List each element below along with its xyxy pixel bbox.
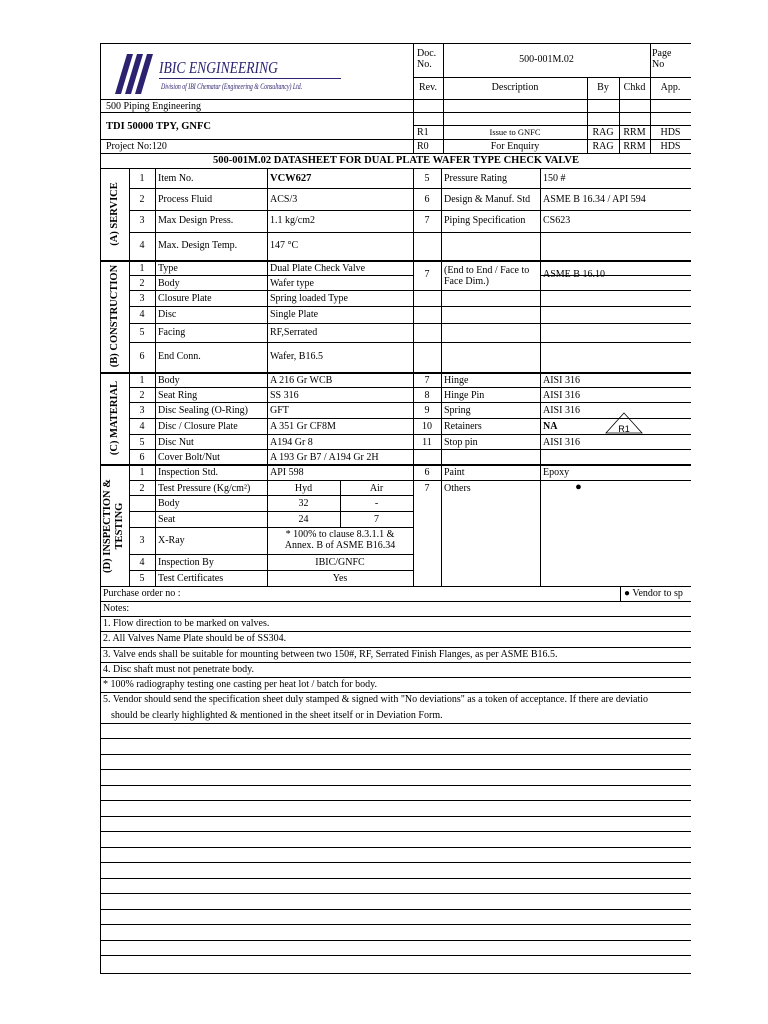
row-number: 7	[424, 215, 430, 226]
row-number: 8	[424, 390, 430, 401]
rev-app: HDS	[660, 127, 681, 138]
row-number: 3	[139, 293, 145, 304]
row-number: 1	[139, 263, 145, 274]
rev-chkd: RRM	[623, 127, 646, 138]
section-material-label: (C) MATERIAL	[109, 380, 120, 456]
row-number: 6	[139, 452, 145, 463]
row-label: (End to End / Face to	[444, 265, 530, 276]
row-value: A 193 Gr B7 / A194 Gr 2H	[270, 452, 379, 463]
rev-description: Issue to GNFC	[489, 127, 541, 137]
row-number: 4	[139, 421, 145, 432]
section-construction-label: (B) CONSTRUCTION	[109, 264, 120, 368]
xray-value: Annex. B of ASME B16.34	[284, 540, 396, 551]
row-value: 150 #	[543, 173, 566, 184]
row-value: AISI 316	[543, 437, 580, 448]
row-label: Test Certificates	[158, 573, 224, 584]
row-label: Inspection Std.	[158, 467, 218, 478]
row-number: 3	[139, 535, 145, 546]
company-logo	[109, 52, 349, 94]
row-number: 1	[139, 173, 145, 184]
rev-chkd: RRM	[623, 141, 646, 152]
row-value: AISI 316	[543, 375, 580, 386]
row-number: 7	[424, 483, 430, 494]
row-number: 2	[139, 194, 145, 205]
row-number: 1	[139, 375, 145, 386]
sheet-title: 500-001M.02 DATASHEET FOR DUAL PLATE WAFER TYPE CHECK VALVE	[213, 155, 579, 166]
rev-description: For Enquiry	[490, 141, 540, 152]
row-label: Body	[158, 375, 180, 386]
row-value: A 351 Gr CF8M	[270, 421, 336, 432]
chkd-label: Chkd	[623, 82, 646, 93]
item-no-value: VCW627	[270, 173, 312, 184]
row-label: Type	[158, 263, 178, 274]
row-number: 4	[139, 309, 145, 320]
row-number: 1	[139, 467, 145, 478]
hyd-value: 32	[298, 498, 309, 509]
row-label: Disc	[158, 309, 177, 320]
row-number: 4	[139, 240, 145, 251]
row-value: Single Plate	[270, 309, 319, 320]
row-label: End Conn.	[158, 351, 201, 362]
row-number: 5	[139, 573, 145, 584]
row-label: Face Dim.)	[444, 276, 489, 287]
row-value: A 216 Gr WCB	[270, 375, 333, 386]
by-label: By	[597, 82, 609, 93]
revision-marker: R1	[618, 424, 630, 434]
note-item: 5. Vendor should send the specification sheet duly stamped & signed with "No deviations" as a token of acceptance. If there are deviatio	[103, 694, 649, 705]
row-value: NA	[543, 421, 558, 432]
row-label: Body	[158, 498, 180, 509]
row-label: Max. Design Temp.	[158, 240, 238, 251]
section-inspection-line2: TESTING	[114, 502, 125, 550]
row-number: 7	[424, 375, 430, 386]
row-label: Disc Nut	[158, 437, 194, 448]
row-label: Paint	[444, 467, 465, 478]
note-item: * 100% radiography testing one casting per heat lot / batch for body.	[103, 679, 377, 690]
row-number: 3	[139, 215, 145, 226]
row-number: 5	[139, 327, 145, 338]
row-number: 7	[424, 269, 430, 280]
row-value: API 598	[270, 467, 304, 478]
row-value: SS 316	[270, 390, 299, 401]
row-value: 1.1 kg/cm2	[270, 215, 315, 226]
note-item: 2. All Valves Name Plate should be of SS304.	[103, 633, 287, 644]
rev-by: RAG	[592, 127, 614, 138]
note-item: 3. Valve ends shall be suitable for mounting between two 150#, RF, Serrated Finish Flanges, as per ASME B16.5.	[103, 649, 558, 660]
note-item: 4. Disc shaft must not penetrate body.	[103, 664, 254, 675]
row-label: Inspection By	[158, 557, 214, 568]
row-label: Disc Sealing (O-Ring)	[158, 405, 248, 416]
row-label: Hinge Pin	[444, 390, 485, 401]
department: 500 Piping Engineering	[106, 101, 201, 112]
row-number: 5	[139, 437, 145, 448]
notes-label: Notes:	[103, 603, 130, 614]
row-value: RF,Serrated	[270, 327, 318, 338]
doc-no-label: Doc. No.	[417, 48, 437, 70]
purchase-order-label: Purchase order no :	[103, 588, 181, 599]
air-value: -	[374, 498, 379, 509]
row-label: Design & Manuf. Std	[444, 194, 531, 205]
description-label: Description	[491, 82, 539, 93]
row-label: Closure Plate	[158, 293, 212, 304]
row-label: Facing	[158, 327, 186, 338]
row-value: IBIC/GNFC	[315, 557, 365, 568]
row-number: 2	[139, 278, 145, 289]
rev-app: HDS	[660, 141, 681, 152]
row-label: Pressure Rating	[444, 173, 508, 184]
row-value: 147 °C	[270, 240, 299, 251]
row-label: X-Ray	[158, 535, 185, 546]
section-inspection-label	[102, 476, 128, 576]
row-label: Others	[444, 483, 471, 494]
row-label: Stop pin	[444, 437, 478, 448]
row-value: Dual Plate Check Valve	[270, 263, 366, 274]
rev-label: Rev.	[419, 82, 437, 93]
row-value: Yes	[332, 573, 348, 584]
xray-value: * 100% to clause 8.3.1.1 &	[285, 529, 395, 540]
project-title: TDI 50000 TPY, GNFC	[106, 121, 212, 132]
section-service-label: (A) SERVICE	[109, 182, 120, 246]
air-header: Air	[369, 483, 384, 494]
row-number: 6	[424, 194, 430, 205]
row-label: Item No.	[158, 173, 194, 184]
bullet-icon: ●	[575, 481, 582, 493]
row-number: 5	[424, 173, 430, 184]
row-label: Retainers	[444, 421, 482, 432]
logo-rule	[159, 78, 341, 79]
project-no: Project No:120	[106, 141, 167, 152]
row-number: 6	[424, 467, 430, 478]
hyd-header: Hyd	[294, 483, 313, 494]
row-value: ASME B 16.34 / API 594	[543, 194, 646, 205]
row-label: Spring	[444, 405, 471, 416]
vendor-note: ● Vendor to sp	[624, 588, 683, 599]
row-label: Disc / Closure Plate	[158, 421, 238, 432]
air-value: 7	[374, 514, 379, 525]
row-value: ACS/3	[270, 194, 298, 205]
datasheet	[100, 43, 691, 974]
row-value: AISI 316	[543, 390, 580, 401]
company-division: Division of IBI Chematur (Engineering & Consultancy) Ltd.	[161, 82, 303, 91]
row-value: Wafer, B16.5	[270, 351, 323, 362]
rev-by: RAG	[592, 141, 614, 152]
rev-cell: R1	[417, 127, 429, 138]
row-value: AISI 316	[543, 405, 580, 416]
row-label: Piping Specification	[444, 215, 526, 226]
row-label: Body	[158, 278, 180, 289]
row-number: 2	[139, 483, 145, 494]
row-value: Epoxy	[543, 467, 570, 478]
row-number: 10	[422, 421, 432, 432]
row-label: Test Pressure (Kg/cm²)	[158, 483, 251, 494]
row-value: GFT	[270, 405, 289, 416]
note-item: 1. Flow direction to be marked on valves.	[103, 618, 270, 629]
page-no-label: Page No	[652, 48, 672, 70]
company-name: IBIC ENGINEERING	[159, 58, 278, 77]
section-inspection-line1: (D) INSPECTION &	[102, 479, 113, 573]
row-number: 2	[139, 390, 145, 401]
rev-cell: R0	[417, 141, 429, 152]
row-label: Hinge	[444, 375, 469, 386]
row-label: Max Design Press.	[158, 215, 234, 226]
row-value: A194 Gr 8	[270, 437, 313, 448]
row-number: 9	[424, 405, 430, 416]
hyd-value: 24	[298, 514, 309, 525]
row-label: Cover Bolt/Nut	[158, 452, 220, 463]
row-value: Wafer type	[270, 278, 314, 289]
note-item: should be clearly highlighted & mentioned in the sheet itself or in Deviation Form.	[111, 710, 443, 721]
row-number: 3	[139, 405, 145, 416]
row-label: Process Fluid	[158, 194, 213, 205]
doc-no: 500-001M.02	[519, 54, 574, 65]
row-value: CS623	[543, 215, 571, 226]
row-number: 6	[139, 351, 145, 362]
row-label: Seat	[158, 514, 176, 525]
row-number: 4	[139, 557, 145, 568]
app-label: App.	[660, 82, 681, 93]
row-number: 11	[422, 437, 432, 448]
row-value: Spring loaded Type	[270, 293, 348, 304]
row-value: ASME B 16.10	[543, 269, 605, 280]
row-label: Seat Ring	[158, 390, 198, 401]
